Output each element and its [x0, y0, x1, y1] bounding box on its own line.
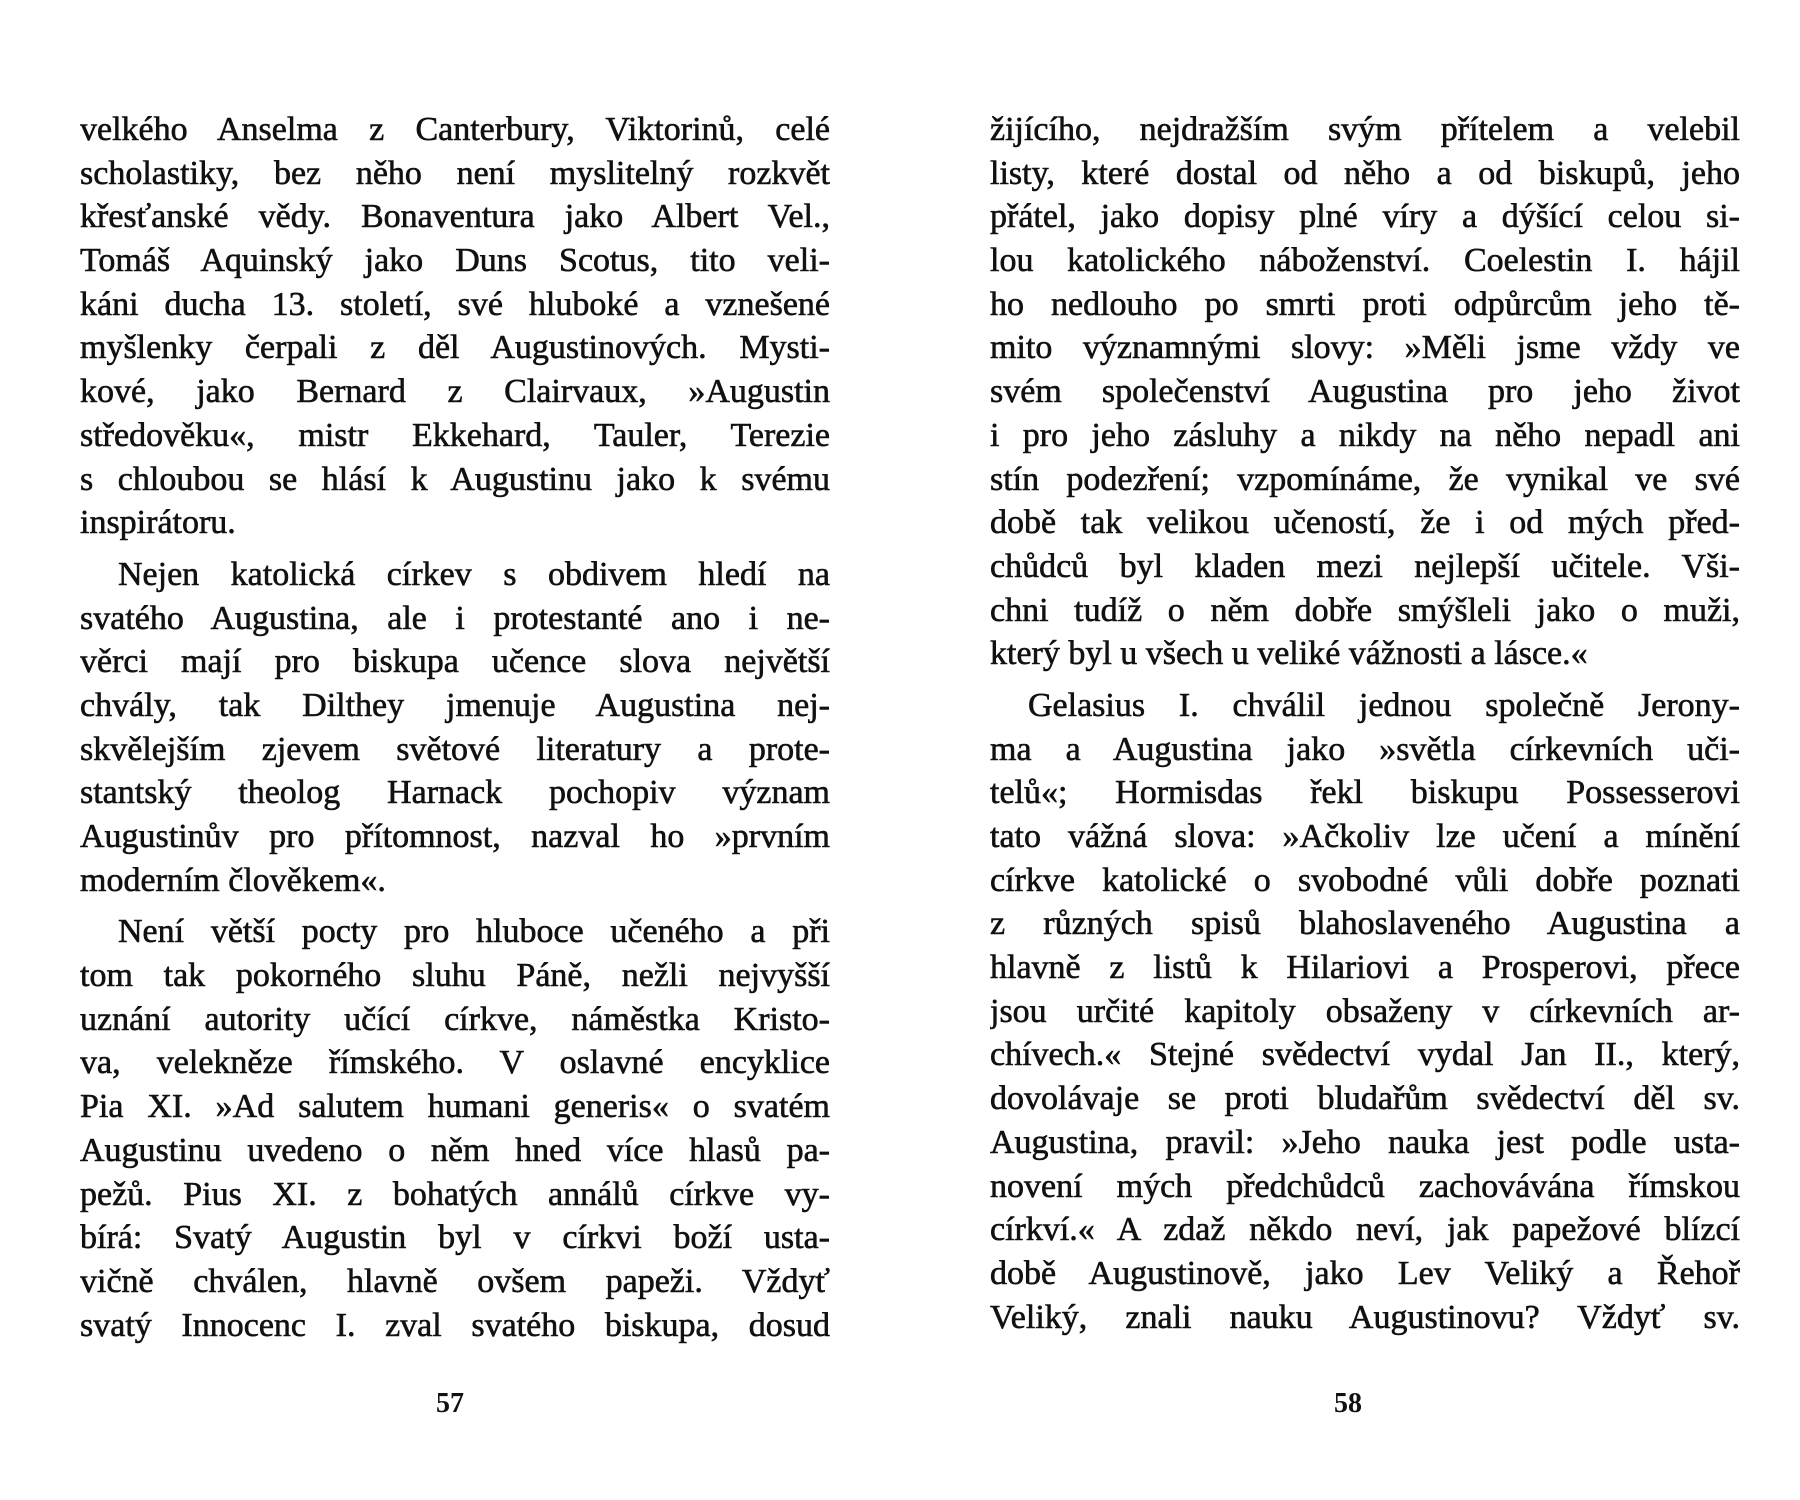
text-line: křesťanské vědy. Bonaventura jako Albert Vel.,: [80, 198, 830, 236]
text-line: ho nedlouho po smrti proti odpůrcům jeho tě-: [990, 285, 1740, 323]
text-line: který byl u všech u veliké vážnosti a lásce.«: [990, 635, 1588, 673]
text-line: inspirátoru.: [80, 504, 236, 542]
paragraph-gap: [80, 545, 830, 553]
text-line: z různých spisů blahoslaveného Augustina a: [990, 905, 1740, 943]
text-line: ma a Augustina jako »světla církevních uči-: [990, 730, 1740, 768]
text-line: novení mých předchůdců zachovávána římskou: [990, 1167, 1740, 1205]
text-line: Augustina, pravil: »Jeho nauka jest podle usta-: [990, 1123, 1740, 1161]
text-line: moderním člověkem«.: [80, 861, 386, 899]
text-line: Veliký, znali nauku Augustinovu? Vždyť sv.: [990, 1298, 1740, 1336]
text-line: s chloubou se hlásí k Augustinu jako k svému: [80, 460, 830, 498]
text-line: vičně chválen, hlavně ovšem papeži. Vždyť: [80, 1262, 830, 1300]
text-line: stantský theolog Harnack pochopiv význam: [80, 774, 830, 812]
text-line: listy, které dostal od něho a od biskupů, jeho: [990, 154, 1740, 192]
text-line: dovolávaje se proti bludařům svědectví děl sv.: [990, 1080, 1740, 1118]
text-line: Nejen katolická církev s obdivem hledí na: [118, 555, 830, 593]
text-line: va, velekněze římského. V oslavné encyklice: [80, 1044, 830, 1082]
text-line: přátel, jako dopisy plné víry a dýšící celou si-: [990, 198, 1740, 236]
text-line: myšlenky čerpali z děl Augustinových. Mysti-: [80, 329, 830, 367]
text-line: Tomáš Aquinský jako Duns Scotus, tito veli-: [80, 242, 830, 280]
text-line: církve katolické o svobodné vůli dobře poznati: [990, 861, 1740, 899]
text-line: Augustinův pro přítomnost, nazval ho »prvním: [80, 818, 830, 855]
text-line: stín podezření; vzpomínáme, že vynikal ve své: [990, 460, 1740, 498]
text-line: jsou určité kapitoly obsaženy v církevních ar-: [990, 992, 1740, 1030]
text-line: velkého Anselma z Canterbury, Viktorinů, celé: [80, 111, 830, 148]
text-line: bírá: Svatý Augustin byl v církvi boží usta-: [80, 1219, 830, 1257]
text-line: žijícího, nejdražším svým přítelem a velebil: [990, 111, 1740, 148]
text-line: uznání autority učící církve, náměstka Kristo-: [80, 1000, 830, 1038]
text-line: svatého Augustina, ale i protestanté ano i ne-: [80, 599, 830, 637]
text-line: tom tak pokorného sluhu Páně, nežli nejvyšší: [80, 957, 830, 995]
text-line: tato vážná slova: »Ačkoliv lze učení a mínění: [990, 818, 1740, 855]
text-line: době tak velikou učeností, že i od mých před-: [990, 504, 1740, 542]
text-line: lou katolického náboženství. Coelestin I. hájil: [990, 242, 1740, 280]
text-line: chívech.« Stejné svědectví vydal Jan II., který,: [990, 1036, 1740, 1074]
text-line: i pro jeho zásluhy a nikdy na něho nepadl ani: [990, 416, 1740, 454]
text-line: hlavně z listů k Hilariovi a Prosperovi, přece: [990, 949, 1740, 987]
text-line: chvály, tak Dilthey jmenuje Augustina nej-: [80, 686, 830, 724]
paragraph-gap: [80, 902, 830, 910]
text-line: skvělejším zjevem světové literatury a prote-: [80, 730, 830, 768]
text-line: Není větší pocty pro hluboce učeného a při: [118, 913, 830, 951]
text-line: době Augustinově, jako Lev Veliký a Řehoř: [990, 1254, 1740, 1292]
text-line: Pia XI. »Ad salutem humani generis« o svatém: [80, 1088, 830, 1126]
text-line: svatý Innocenc I. zval svatého biskupa, dosud: [80, 1306, 830, 1344]
page-number-left: 57: [436, 1388, 464, 1419]
text-line: telů«; Hormisdas řekl biskupu Possesserovi: [990, 774, 1740, 812]
text-line: věrci mají pro biskupa učence slova největší: [80, 643, 830, 681]
text-line: středověku«, mistr Ekkehard, Tauler, Terezie: [80, 416, 830, 454]
text-line: scholastiky, bez něho není myslitelný rozkvět: [80, 154, 830, 192]
text-line: svém společenství Augustina pro jeho život: [990, 373, 1740, 411]
left-page-text: [80, 108, 830, 1347]
paragraph-gap: [990, 676, 1740, 684]
text-line: církví.« A zdaž někdo neví, jak papežové blízcí: [990, 1211, 1740, 1249]
text-line: chůdců byl kladen mezi nejlepší učitele. Vši-: [990, 547, 1740, 585]
text-line: pežů. Pius XI. z bohatých annálů církve vy-: [80, 1175, 830, 1213]
text-line: káni ducha 13. století, své hluboké a vznešené: [80, 285, 830, 323]
text-line: mito významnými slovy: »Měli jsme vždy ve: [990, 329, 1740, 367]
right-page-text: [990, 108, 1740, 1339]
text-line: kové, jako Bernard z Clairvaux, »Augustin: [80, 373, 830, 411]
text-line: chni tudíž o něm dobře smýšleli jako o muži,: [990, 591, 1740, 629]
text-line: Gelasius I. chválil jednou společně Jerony-: [1028, 686, 1740, 724]
text-line: Augustinu uvedeno o něm hned více hlasů pa-: [80, 1131, 830, 1169]
page-number-right: 58: [1334, 1388, 1362, 1419]
